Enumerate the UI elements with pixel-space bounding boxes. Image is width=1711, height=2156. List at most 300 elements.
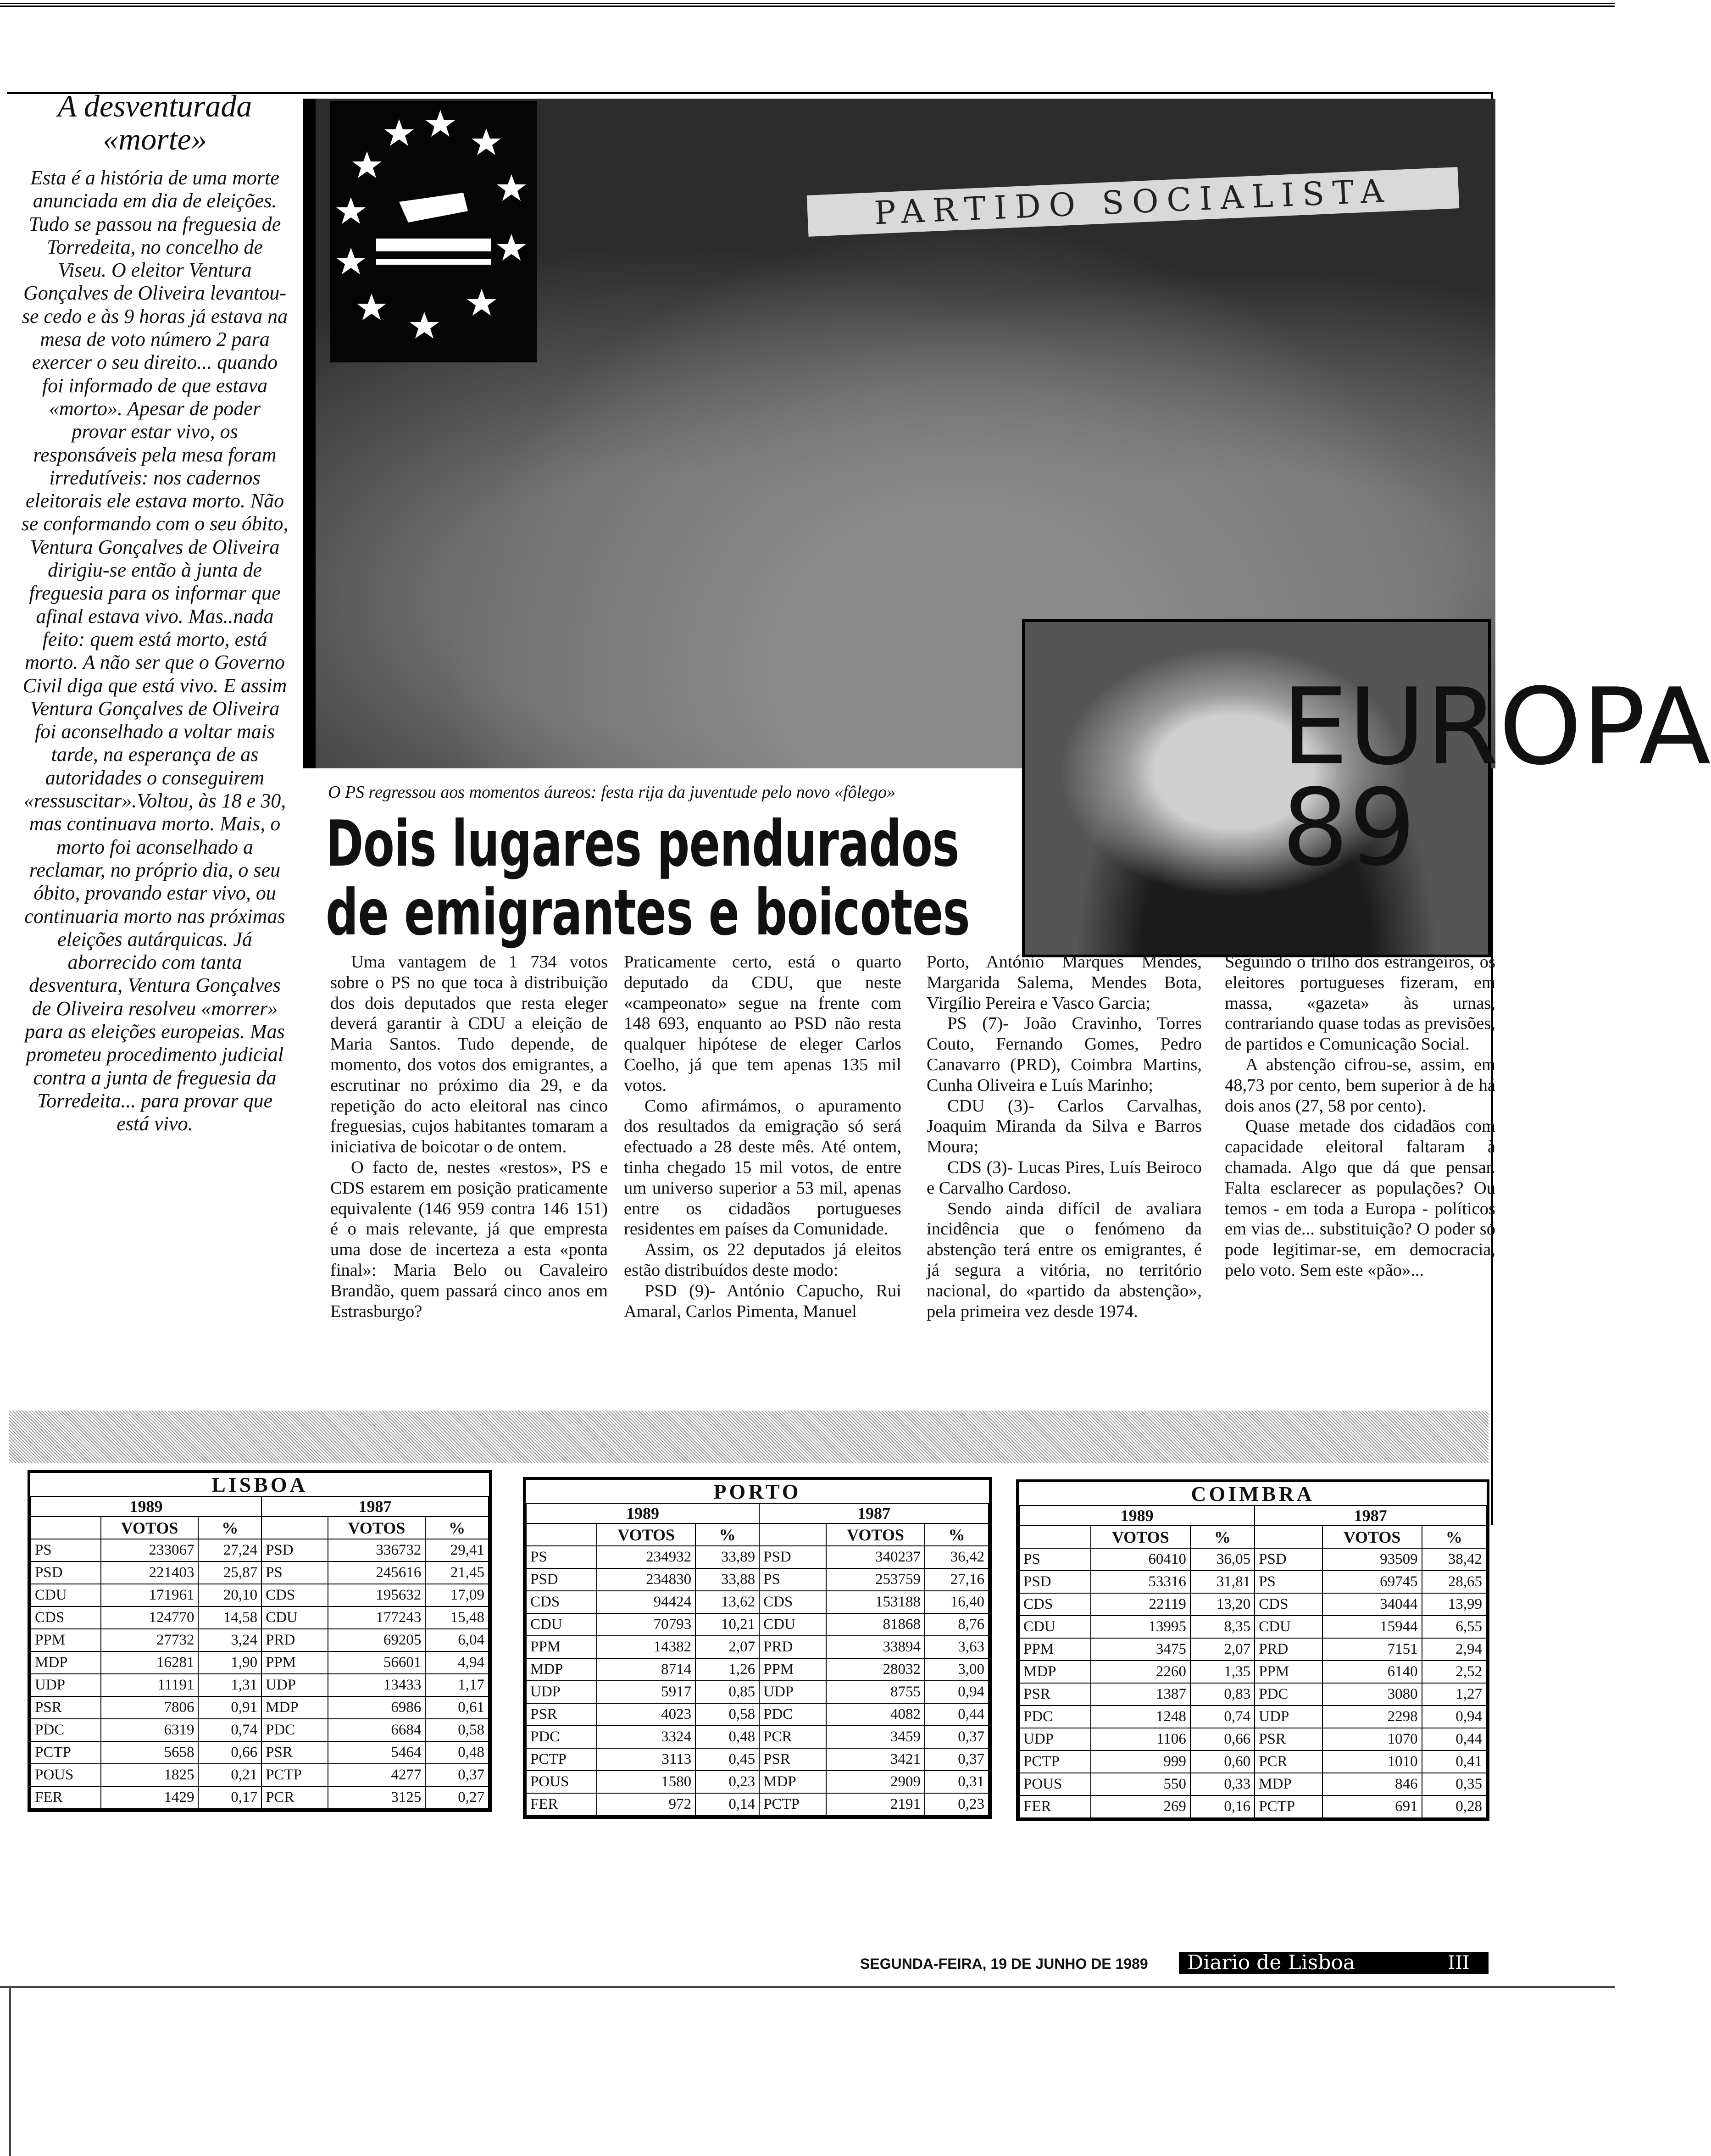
party-1989: FER — [31, 1786, 101, 1809]
pct-1987: 3,63 — [925, 1636, 989, 1658]
pct-1989: 20,10 — [198, 1584, 261, 1606]
table-row — [1019, 1638, 1486, 1661]
party-1987: PCTP — [1255, 1795, 1322, 1818]
header-blank — [261, 1517, 328, 1539]
party-1989: POUS — [1019, 1773, 1091, 1795]
table-row — [1019, 1795, 1486, 1818]
pct-1987: 0,37 — [425, 1764, 489, 1786]
votos-1987: 13433 — [328, 1674, 426, 1696]
party-1987: PS — [1255, 1571, 1322, 1593]
party-1989: CDU — [526, 1613, 597, 1636]
party-1987: UDP — [1255, 1706, 1322, 1728]
party-1989: PPM — [1019, 1638, 1091, 1661]
table-row — [1019, 1728, 1486, 1750]
header-blank — [759, 1523, 826, 1546]
party-1989: PCTP — [31, 1741, 101, 1764]
pct-1989: 8,35 — [1190, 1616, 1255, 1638]
party-1989: PDC — [31, 1719, 101, 1741]
table-row — [1019, 1773, 1486, 1795]
votos-1987: 6140 — [1322, 1661, 1422, 1683]
votos-1987: 6684 — [328, 1719, 426, 1741]
party-1987: CDS — [759, 1591, 826, 1613]
pct-1987: 16,40 — [925, 1591, 989, 1613]
pct-1987: 0,41 — [1422, 1750, 1486, 1773]
votos-1989: 7806 — [101, 1696, 199, 1719]
party-1989: PSD — [1019, 1571, 1091, 1593]
paragraph: CDU (3)- Carlos Carvalhas, Joaquim Miranda da Silva e Barros Moura; — [927, 1096, 1202, 1157]
party-1989: MDP — [1019, 1661, 1091, 1683]
party-1987: CDS — [1255, 1593, 1322, 1616]
votos-1987: 1010 — [1322, 1750, 1422, 1773]
table-row — [31, 1539, 489, 1561]
votos-1989: 22119 — [1091, 1593, 1190, 1616]
table-title: LISBOA — [211, 1473, 308, 1496]
party-1987: PCTP — [261, 1764, 328, 1786]
party-1989: CDS — [31, 1606, 101, 1629]
pct-1987: 4,94 — [425, 1651, 489, 1674]
results-table-coimbra — [1016, 1479, 1489, 1821]
header-votos: VOTOS — [597, 1523, 695, 1546]
pct-1987: 0,37 — [925, 1726, 989, 1748]
votos-1987: 4277 — [328, 1764, 426, 1786]
votos-1989: 3324 — [597, 1726, 695, 1748]
party-1989: PSD — [31, 1561, 101, 1584]
votos-1989: 171961 — [101, 1584, 199, 1606]
party-1987: PSR — [759, 1748, 826, 1771]
table-row — [526, 1658, 989, 1681]
party-1987: PPM — [1255, 1661, 1322, 1683]
headline-line2: de emigrantes e boicotes — [326, 876, 970, 950]
table-row — [526, 1636, 989, 1658]
header-votos: VOTOS — [328, 1517, 426, 1539]
year-header-1987: 1987 — [1255, 1506, 1486, 1526]
party-1989: CDS — [1019, 1593, 1091, 1616]
votos-1987: 3125 — [328, 1786, 426, 1809]
pct-1987: 0,94 — [1422, 1706, 1486, 1728]
pct-1989: 13,20 — [1190, 1593, 1255, 1616]
header-pct: % — [695, 1523, 759, 1546]
votos-1989: 999 — [1091, 1750, 1190, 1773]
party-1989: PS — [526, 1546, 597, 1568]
votos-1989: 269 — [1091, 1795, 1190, 1818]
party-1987: PSD — [261, 1539, 328, 1561]
table-row — [31, 1651, 489, 1674]
pct-1987: 21,45 — [425, 1561, 489, 1584]
votos-1987: 846 — [1322, 1773, 1422, 1795]
party-1989: PPM — [31, 1629, 101, 1651]
portrait-photo — [1022, 619, 1711, 957]
votos-1987: 336732 — [328, 1539, 426, 1561]
votos-1987: 195632 — [328, 1584, 426, 1606]
pct-1989: 0,66 — [1190, 1728, 1255, 1750]
party-sign: PARTIDO SOCIALISTA — [807, 167, 1460, 237]
table-title: COIMBRA — [1191, 1482, 1315, 1506]
year-header-1989: 1989 — [1019, 1506, 1255, 1526]
table-row — [1019, 1706, 1486, 1728]
party-1989: FER — [1019, 1795, 1091, 1818]
pct-1989: 31,81 — [1190, 1571, 1255, 1593]
votos-1989: 16281 — [101, 1651, 199, 1674]
table-row — [31, 1674, 489, 1696]
paragraph: A abstenção cifrou-se, assim, em 48,73 por cento, bem superior à de há dois anos (27, 58 por cento). — [1225, 1055, 1495, 1116]
pct-1989: 0,48 — [695, 1726, 759, 1748]
pct-1987: 29,41 — [425, 1539, 489, 1561]
pct-1989: 1,31 — [198, 1674, 261, 1696]
pct-1989: 27,24 — [198, 1539, 261, 1561]
paragraph: Quase metade dos cidadãos com capacidade eleitoral faltaram à chamada. Algo que dá que pensar. Falta esclarecer as populações? Ou temos - em toda a Europa - políticos em vias de... substituição? O poder só pode legitimar-se, em democracia, pelo voto. Sem este «pão»... — [1225, 1117, 1495, 1280]
party-1987: MDP — [1255, 1773, 1322, 1795]
pct-1989: 0,23 — [695, 1771, 759, 1793]
sidebar-title-line2: «morte» — [103, 122, 207, 156]
votos-1987: 5464 — [328, 1741, 426, 1764]
party-1987: PCR — [759, 1726, 826, 1748]
pct-1987: 0,31 — [925, 1771, 989, 1793]
party-1987: UDP — [261, 1674, 328, 1696]
pct-1989: 0,83 — [1190, 1683, 1255, 1706]
votos-1987: 8755 — [826, 1681, 925, 1703]
bottom-left-rule — [9, 1986, 11, 2156]
pct-1989: 0,16 — [1190, 1795, 1255, 1818]
table-row — [1019, 1571, 1486, 1593]
votos-1987: 69745 — [1322, 1571, 1422, 1593]
table-row — [1019, 1593, 1486, 1616]
votos-1987: 340237 — [826, 1546, 925, 1568]
votos-1989: 1387 — [1091, 1683, 1190, 1706]
votos-1989: 5917 — [597, 1681, 695, 1703]
votos-1989: 60410 — [1091, 1548, 1190, 1571]
pct-1987: 3,00 — [925, 1658, 989, 1681]
table-row — [526, 1568, 989, 1591]
votos-1989: 6319 — [101, 1719, 199, 1741]
table-row — [526, 1681, 989, 1703]
votos-1989: 234932 — [597, 1546, 695, 1568]
table-row — [526, 1703, 989, 1726]
votos-1987: 81868 — [826, 1613, 925, 1636]
pct-1987: 0,27 — [425, 1786, 489, 1809]
header-blank — [1255, 1526, 1322, 1548]
votos-1989: 221403 — [101, 1561, 199, 1584]
party-1987: CDS — [261, 1584, 328, 1606]
votos-1987: 177243 — [328, 1606, 426, 1629]
votos-1989: 233067 — [101, 1539, 199, 1561]
party-1987: PS — [759, 1568, 826, 1591]
votos-1989: 2260 — [1091, 1661, 1190, 1683]
votos-1987: 2298 — [1322, 1706, 1422, 1728]
results-table-lisboa — [28, 1470, 492, 1812]
votos-1987: 69205 — [328, 1629, 426, 1651]
votos-1989: 1429 — [101, 1786, 199, 1809]
pct-1987: 6,55 — [1422, 1616, 1486, 1638]
pct-1987: 0,61 — [425, 1696, 489, 1719]
pct-1989: 0,60 — [1190, 1750, 1255, 1773]
pct-1989: 1,35 — [1190, 1661, 1255, 1683]
votos-1989: 3475 — [1091, 1638, 1190, 1661]
table-row — [31, 1741, 489, 1764]
results-table — [30, 1496, 489, 1809]
paragraph: PS (7)- João Cravinho, Torres Couto, Fernando Gomes, Pedro Canavarro (PRD), Coimbra Martins, Cunha Oliveira e Luís Marinho; — [927, 1014, 1202, 1095]
pct-1989: 10,21 — [695, 1613, 759, 1636]
table-row — [31, 1561, 489, 1584]
party-1989: CDU — [1019, 1616, 1091, 1638]
party-1987: PS — [261, 1561, 328, 1584]
results-table — [1019, 1505, 1487, 1818]
pct-1989: 0,66 — [198, 1741, 261, 1764]
paragraph: Como afirmámos, o apuramento dos resultados da emigração só será efectuado a 28 deste mês. Até ontem, tinha chegado 15 mil votos, de entre um universo superior a 53 mil, apenas entre os cidadãos portugueses residentes em países da Comunidade. — [624, 1096, 901, 1239]
table-row — [31, 1764, 489, 1786]
pct-1987: 2,52 — [1422, 1661, 1486, 1683]
pct-1987: 17,09 — [425, 1584, 489, 1606]
votos-1987: 33894 — [826, 1636, 925, 1658]
votos-1987: 6986 — [328, 1696, 426, 1719]
sidebar-body: Esta é a história de uma morte anunciada em dia de eleições. Tudo se passou na freguesia de Torredeita, no concelho de Viseu. O eleitor Ventura Gonçalves de Oliveira levantou-se cedo e às 9 horas já estava na mesa de voto número 2 para exercer o seu direito... quando foi informado de que estava «morto». Apesar de poder provar estar vivo, os responsáveis pela mesa foram irredutíveis: nos cadernos eleitorais ele estava morto. Não se conformando com o seu óbito, Ventura Gonçalves de Oliveira dirigiu-se então à junta de freguesia para os informar que afinal estava vivo. Mas..nada feito: quem está morto, está morto. A não ser que o Governo Civil diga que está vivo. E assim Ventura Gonçalves de Oliveira foi aconselhado a voltar mais tarde, na esperança de as autoridades o conseguirem «ressuscitar».Voltou, às 18 e 30, mas continuava morto. Mais, o morto foi aconselhado a reclamar, no próprio dia, o seu óbito, provando estar vivo, ou continuaria morto nas próximas eleições autárquicas. Já aborrecido com tanta desventura, Ventura Gonçalves de Oliveira resolveu «morrer» para as eleições europeias. Mas prometeu procedimento judicial contra a junta de freguesia da Torredeita... para provar que está vivo. — [21, 167, 289, 1135]
eu-stars-logo — [330, 101, 537, 362]
header-pct: % — [925, 1523, 989, 1546]
votos-1989: 4023 — [597, 1703, 695, 1726]
party-1987: MDP — [261, 1696, 328, 1719]
article-column-4 — [1225, 952, 1495, 1281]
votos-1989: 1248 — [1091, 1706, 1190, 1728]
table-row — [1019, 1616, 1486, 1638]
pct-1989: 25,87 — [198, 1561, 261, 1584]
year-header-1987: 1987 — [759, 1503, 989, 1523]
votos-1987: 2191 — [826, 1793, 925, 1816]
pct-1987: 6,04 — [425, 1629, 489, 1651]
headline — [326, 807, 970, 950]
header-pct: % — [425, 1517, 489, 1539]
votos-1989: 1106 — [1091, 1728, 1190, 1750]
photo-edge-bar — [303, 99, 316, 768]
party-1987: PCR — [261, 1786, 328, 1809]
party-1987: PRD — [1255, 1638, 1322, 1661]
party-1987: CDU — [759, 1613, 826, 1636]
paragraph: Porto, António Marques Mendes, Margarida Salema, Mendes Bota, Virgílio Pereira e Vasco Garcia; — [927, 952, 1202, 1013]
votos-1987: 4082 — [826, 1703, 925, 1726]
votos-1989: 1825 — [101, 1764, 199, 1786]
votos-1989: 94424 — [597, 1591, 695, 1613]
party-1989: UDP — [1019, 1728, 1091, 1750]
article-column-3 — [927, 952, 1202, 1322]
table-row — [31, 1786, 489, 1809]
pct-1989: 0,45 — [695, 1748, 759, 1771]
party-1989: MDP — [526, 1658, 597, 1681]
party-1987: PPM — [261, 1651, 328, 1674]
article-column-2 — [624, 952, 901, 1322]
paragraph: Sendo ainda difícil de avaliara incidência que o fenómeno da abstenção terá entre os emigrantes, é já segura a vitória, no território nacional, do «partido da abstenção», pela primeira vez desde 1974. — [927, 1199, 1202, 1321]
pct-1989: 0,58 — [695, 1703, 759, 1726]
party-1987: PCTP — [759, 1793, 826, 1816]
pct-1989: 33,89 — [695, 1546, 759, 1568]
article-column-1 — [330, 952, 608, 1322]
pct-1987: 0,48 — [425, 1741, 489, 1764]
votos-1987: 2909 — [826, 1771, 925, 1793]
party-1987: PSD — [759, 1546, 826, 1568]
party-1987: PDC — [1255, 1683, 1322, 1706]
party-1987: PRD — [759, 1636, 826, 1658]
party-1989: PSR — [526, 1703, 597, 1726]
table-row — [526, 1771, 989, 1793]
party-1987: PRD — [261, 1629, 328, 1651]
pct-1989: 33,88 — [695, 1568, 759, 1591]
votos-1987: 3421 — [826, 1748, 925, 1771]
votos-1989: 3113 — [597, 1748, 695, 1771]
party-1989: PCTP — [1019, 1750, 1091, 1773]
pct-1987: 36,42 — [925, 1546, 989, 1568]
votos-1989: 27732 — [101, 1629, 199, 1651]
pct-1987: 0,94 — [925, 1681, 989, 1703]
portrait-backdrop-text: EUROPA 89 — [1282, 666, 1711, 889]
pct-1989: 0,91 — [198, 1696, 261, 1719]
results-table-porto — [523, 1477, 992, 1819]
pct-1987: 13,99 — [1422, 1593, 1486, 1616]
pct-1989: 0,14 — [695, 1793, 759, 1816]
table-row — [31, 1696, 489, 1719]
pct-1989: 1,90 — [198, 1651, 261, 1674]
votos-1987: 56601 — [328, 1651, 426, 1674]
sidebar-title — [21, 89, 289, 156]
table-row — [526, 1793, 989, 1816]
year-header-1989: 1989 — [31, 1496, 261, 1517]
paragraph: CDS (3)- Lucas Pires, Luís Beiroco e Carvalho Cardoso. — [927, 1157, 1202, 1198]
party-1989: PSR — [1019, 1683, 1091, 1706]
party-1987: PPM — [759, 1658, 826, 1681]
table-row — [526, 1726, 989, 1748]
table-row — [1019, 1548, 1486, 1571]
page-number: III — [1429, 1952, 1489, 1974]
votos-1989: 234830 — [597, 1568, 695, 1591]
votos-1987: 34044 — [1322, 1593, 1422, 1616]
pct-1987: 0,58 — [425, 1719, 489, 1741]
headline-line1: Dois lugares pendurados — [326, 807, 959, 881]
pct-1987: 0,23 — [925, 1793, 989, 1816]
votos-1989: 14382 — [597, 1636, 695, 1658]
party-1987: PDC — [759, 1703, 826, 1726]
pct-1987: 8,76 — [925, 1613, 989, 1636]
table-row — [31, 1629, 489, 1651]
sidebar-title-line1: A desventurada — [57, 89, 252, 123]
votos-1989: 13995 — [1091, 1616, 1190, 1638]
party-1989: PDC — [1019, 1706, 1091, 1728]
pct-1989: 36,05 — [1190, 1548, 1255, 1571]
party-1989: CDU — [31, 1584, 101, 1606]
header-pct: % — [198, 1517, 261, 1539]
votos-1989: 124770 — [101, 1606, 199, 1629]
table-row — [31, 1606, 489, 1629]
votos-1989: 5658 — [101, 1741, 199, 1764]
pct-1987: 0,44 — [1422, 1728, 1486, 1750]
party-1989: PCTP — [526, 1748, 597, 1771]
party-1987: PSD — [1255, 1548, 1322, 1571]
votos-1987: 245616 — [328, 1561, 426, 1584]
newspaper-brand: Diario de Lisboa — [1179, 1952, 1430, 1974]
pct-1989: 0,17 — [198, 1786, 261, 1809]
party-1987: PCR — [1255, 1750, 1322, 1773]
party-1987: CDU — [1255, 1616, 1322, 1638]
table-row — [526, 1591, 989, 1613]
table-row — [1019, 1661, 1486, 1683]
paragraph: Praticamente certo, está o quarto deputado da CDU, que neste «campeonato» segue na frente com 148 693, enquanto ao PSD não resta qualquer hipótese de eleger Carlos Coelho, já que tem apenas 135 mil votos. — [624, 952, 901, 1095]
party-1987: CDU — [261, 1606, 328, 1629]
votos-1989: 8714 — [597, 1658, 695, 1681]
header-pct: % — [1190, 1526, 1255, 1548]
pct-1987: 0,44 — [925, 1703, 989, 1726]
votos-1987: 253759 — [826, 1568, 925, 1591]
pct-1989: 13,62 — [695, 1591, 759, 1613]
party-1989: CDS — [526, 1591, 597, 1613]
party-1987: PSR — [1255, 1728, 1322, 1750]
paragraph: PSD (9)- António Capucho, Rui Amaral, Carlos Pimenta, Manuel — [624, 1281, 901, 1321]
results-table — [526, 1503, 989, 1816]
party-1989: PSD — [526, 1568, 597, 1591]
party-1987: PSR — [261, 1741, 328, 1764]
shaded-band — [9, 1411, 1489, 1463]
table-row — [526, 1546, 989, 1568]
votos-1987: 93509 — [1322, 1548, 1422, 1571]
pct-1989: 0,74 — [198, 1719, 261, 1741]
paragraph: O facto de, nestes «restos», PS e CDS estarem em posição praticamente equivalente (146 959 contra 146 151) é o mais relevante, já que empresta uma dose de incerteza a esta «ponta final»: Maria Belo ou Cavaleiro Brandão, quem passará cinco anos em Estrasburgo? — [330, 1157, 608, 1321]
header-blank — [31, 1517, 101, 1539]
table-row — [1019, 1750, 1486, 1773]
year-header-1989: 1989 — [526, 1503, 759, 1523]
header-votos: VOTOS — [1091, 1526, 1190, 1548]
party-1989: PS — [31, 1539, 101, 1561]
votos-1987: 3080 — [1322, 1683, 1422, 1706]
pct-1987: 1,27 — [1422, 1683, 1486, 1706]
pct-1989: 0,21 — [198, 1764, 261, 1786]
pct-1987: 0,28 — [1422, 1795, 1486, 1818]
pct-1987: 27,16 — [925, 1568, 989, 1591]
header-votos: VOTOS — [826, 1523, 925, 1546]
party-1989: PS — [1019, 1548, 1091, 1571]
pct-1989: 2,07 — [695, 1636, 759, 1658]
table-row — [31, 1584, 489, 1606]
party-1989: PSR — [31, 1696, 101, 1719]
pct-1987: 0,35 — [1422, 1773, 1486, 1795]
year-header-1987: 1987 — [261, 1496, 489, 1517]
header-blank — [1019, 1526, 1091, 1548]
party-1987: PDC — [261, 1719, 328, 1741]
votos-1987: 7151 — [1322, 1638, 1422, 1661]
votos-1987: 15944 — [1322, 1616, 1422, 1638]
pct-1987: 0,37 — [925, 1748, 989, 1771]
paragraph: Seguindo o trilho dos estrangeiros, os eleitores portugueses fizeram, em massa, «gazeta» às urnas, contrariando quase todas as previsões, de partidos e Comunicação Social. — [1225, 952, 1495, 1054]
party-1989: PPM — [526, 1636, 597, 1658]
votos-1989: 1580 — [597, 1771, 695, 1793]
party-1987: MDP — [759, 1771, 826, 1793]
party-1989: POUS — [31, 1764, 101, 1786]
votos-1987: 153188 — [826, 1591, 925, 1613]
table-title: PORTO — [713, 1480, 801, 1503]
party-1989: PDC — [526, 1726, 597, 1748]
table-row — [31, 1719, 489, 1741]
sidebar-story — [21, 89, 289, 1135]
top-rule — [0, 3, 1615, 9]
votos-1989: 70793 — [597, 1613, 695, 1636]
party-1989: FER — [526, 1793, 597, 1816]
pct-1987: 2,94 — [1422, 1638, 1486, 1661]
pct-1989: 0,85 — [695, 1681, 759, 1703]
pct-1989: 1,26 — [695, 1658, 759, 1681]
votos-1987: 691 — [1322, 1795, 1422, 1818]
pct-1987: 1,17 — [425, 1674, 489, 1696]
pct-1989: 0,74 — [1190, 1706, 1255, 1728]
table-row — [526, 1613, 989, 1636]
pct-1989: 0,33 — [1190, 1773, 1255, 1795]
header-votos: VOTOS — [101, 1517, 199, 1539]
party-1989: MDP — [31, 1651, 101, 1674]
votos-1989: 11191 — [101, 1674, 199, 1696]
votos-1989: 550 — [1091, 1773, 1190, 1795]
votos-1989: 53316 — [1091, 1571, 1190, 1593]
